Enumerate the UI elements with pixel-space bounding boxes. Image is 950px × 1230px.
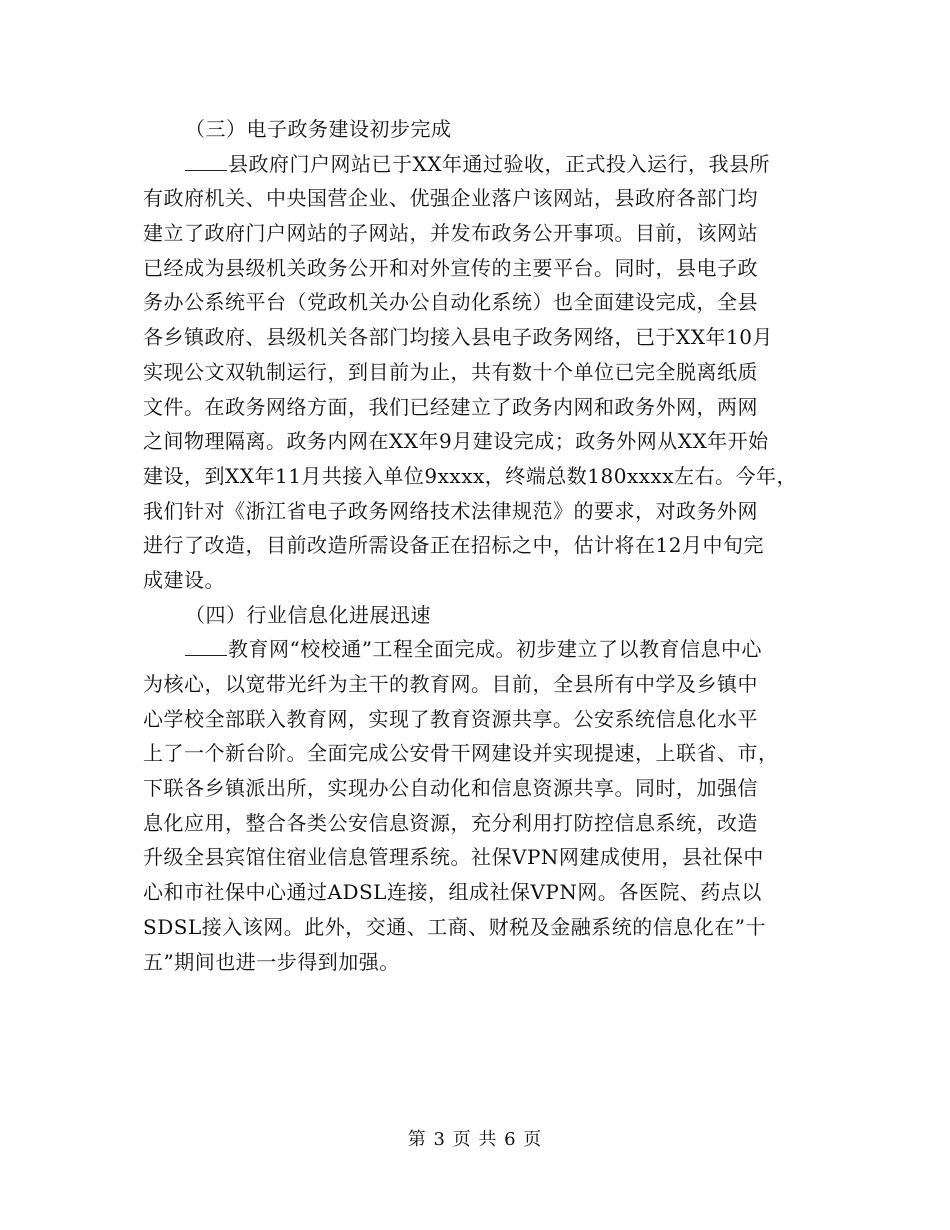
paragraph-line: 为核心，以宽带光纤为主干的教育网。目前，全县所有中学及乡镇中 (143, 672, 758, 696)
underline-blank (185, 148, 227, 171)
document-body (143, 112, 815, 979)
section-heading-3: （三）电子政务建设初步完成 (185, 117, 452, 141)
section-heading-4: （四）行业信息化进展迅速 (185, 602, 431, 627)
paragraph-line (143, 632, 815, 667)
paragraph-line: 升级全县宾馆住宿业信息管理系统。社保VPN网建成使用，县社保中 (143, 845, 764, 870)
paragraph-line: 建设，到XX年11月共接入单位9xxxx，终端总数180xxxx左右。今年， (143, 463, 798, 488)
page-number-footer: 第 3 页 共 6 页 (407, 1129, 543, 1150)
paragraph-line: 心和市社保中心通过ADSL连接，组成社保VPN网。各医院、药点以 (143, 880, 762, 905)
paragraph-line: 各乡镇政府、县级机关各部门均接入县电子政务网络，已于XX年10月 (143, 325, 773, 350)
paragraph-line: 息化应用，整合各类公安信息资源，充分利用打防控信息系统，改造 (143, 810, 758, 835)
paragraph-line (143, 147, 815, 182)
underline-blank (185, 633, 227, 656)
paragraph-line: 上了一个新台阶。全面完成公安骨干网建设并实现提速，上联省、市， (143, 741, 779, 766)
paragraph-line: 五”期间也进一步得到加强。 (143, 949, 400, 974)
paragraph-line: 已经成为县级机关政务公开和对外宣传的主要平台。同时，县电子政 (143, 255, 758, 280)
paragraph-line: 我们针对《浙江省电子政务网络技术法律规范》的要求，对政务外网 (143, 498, 758, 523)
paragraph-line: SDSL接入该网。此外，交通、工商、财税及金融系统的信息化在”十 (143, 914, 766, 939)
paragraph-line: 下联各乡镇派出所，实现办公自动化和信息资源共享。同时，加强信 (143, 776, 758, 801)
paragraph-line: 文件。在政务网络方面，我们已经建立了政务内网和政务外网，两网 (143, 394, 758, 419)
paragraph-line: 进行了改造，目前改造所需设备正在招标之中，估计将在12月中旬完 (143, 533, 764, 558)
paragraph-line: 成建设。 (143, 567, 225, 592)
paragraph-text: 教育网“校校通”工程全面完成。初步建立了以教育信息中心 (228, 637, 762, 662)
paragraph-line: 有政府机关、中央国营企业、优强企业落户该网站，县政府各部门均 (143, 186, 758, 211)
paragraph-line: 心学校全部联入教育网，实现了教育资源共享。公安系统信息化水平 (143, 706, 758, 731)
paragraph-line: 务办公系统平台（党政机关办公自动化系统）也全面建设完成，全县 (143, 290, 758, 315)
paragraph-line: 建立了政府门户网站的子网站，并发布政务公开事项。目前，该网站 (143, 221, 758, 246)
paragraph-line: 实现公文双轨制运行，到目前为止，共有数十个单位已完全脱离纸质 (143, 359, 758, 384)
paragraph-text: 县政府门户网站已于XX年通过验收，正式投入运行，我县所 (228, 151, 770, 176)
paragraph-line: 之间物理隔离。政务内网在XX年9月建设完成；政务外网从XX年开始 (143, 429, 769, 454)
